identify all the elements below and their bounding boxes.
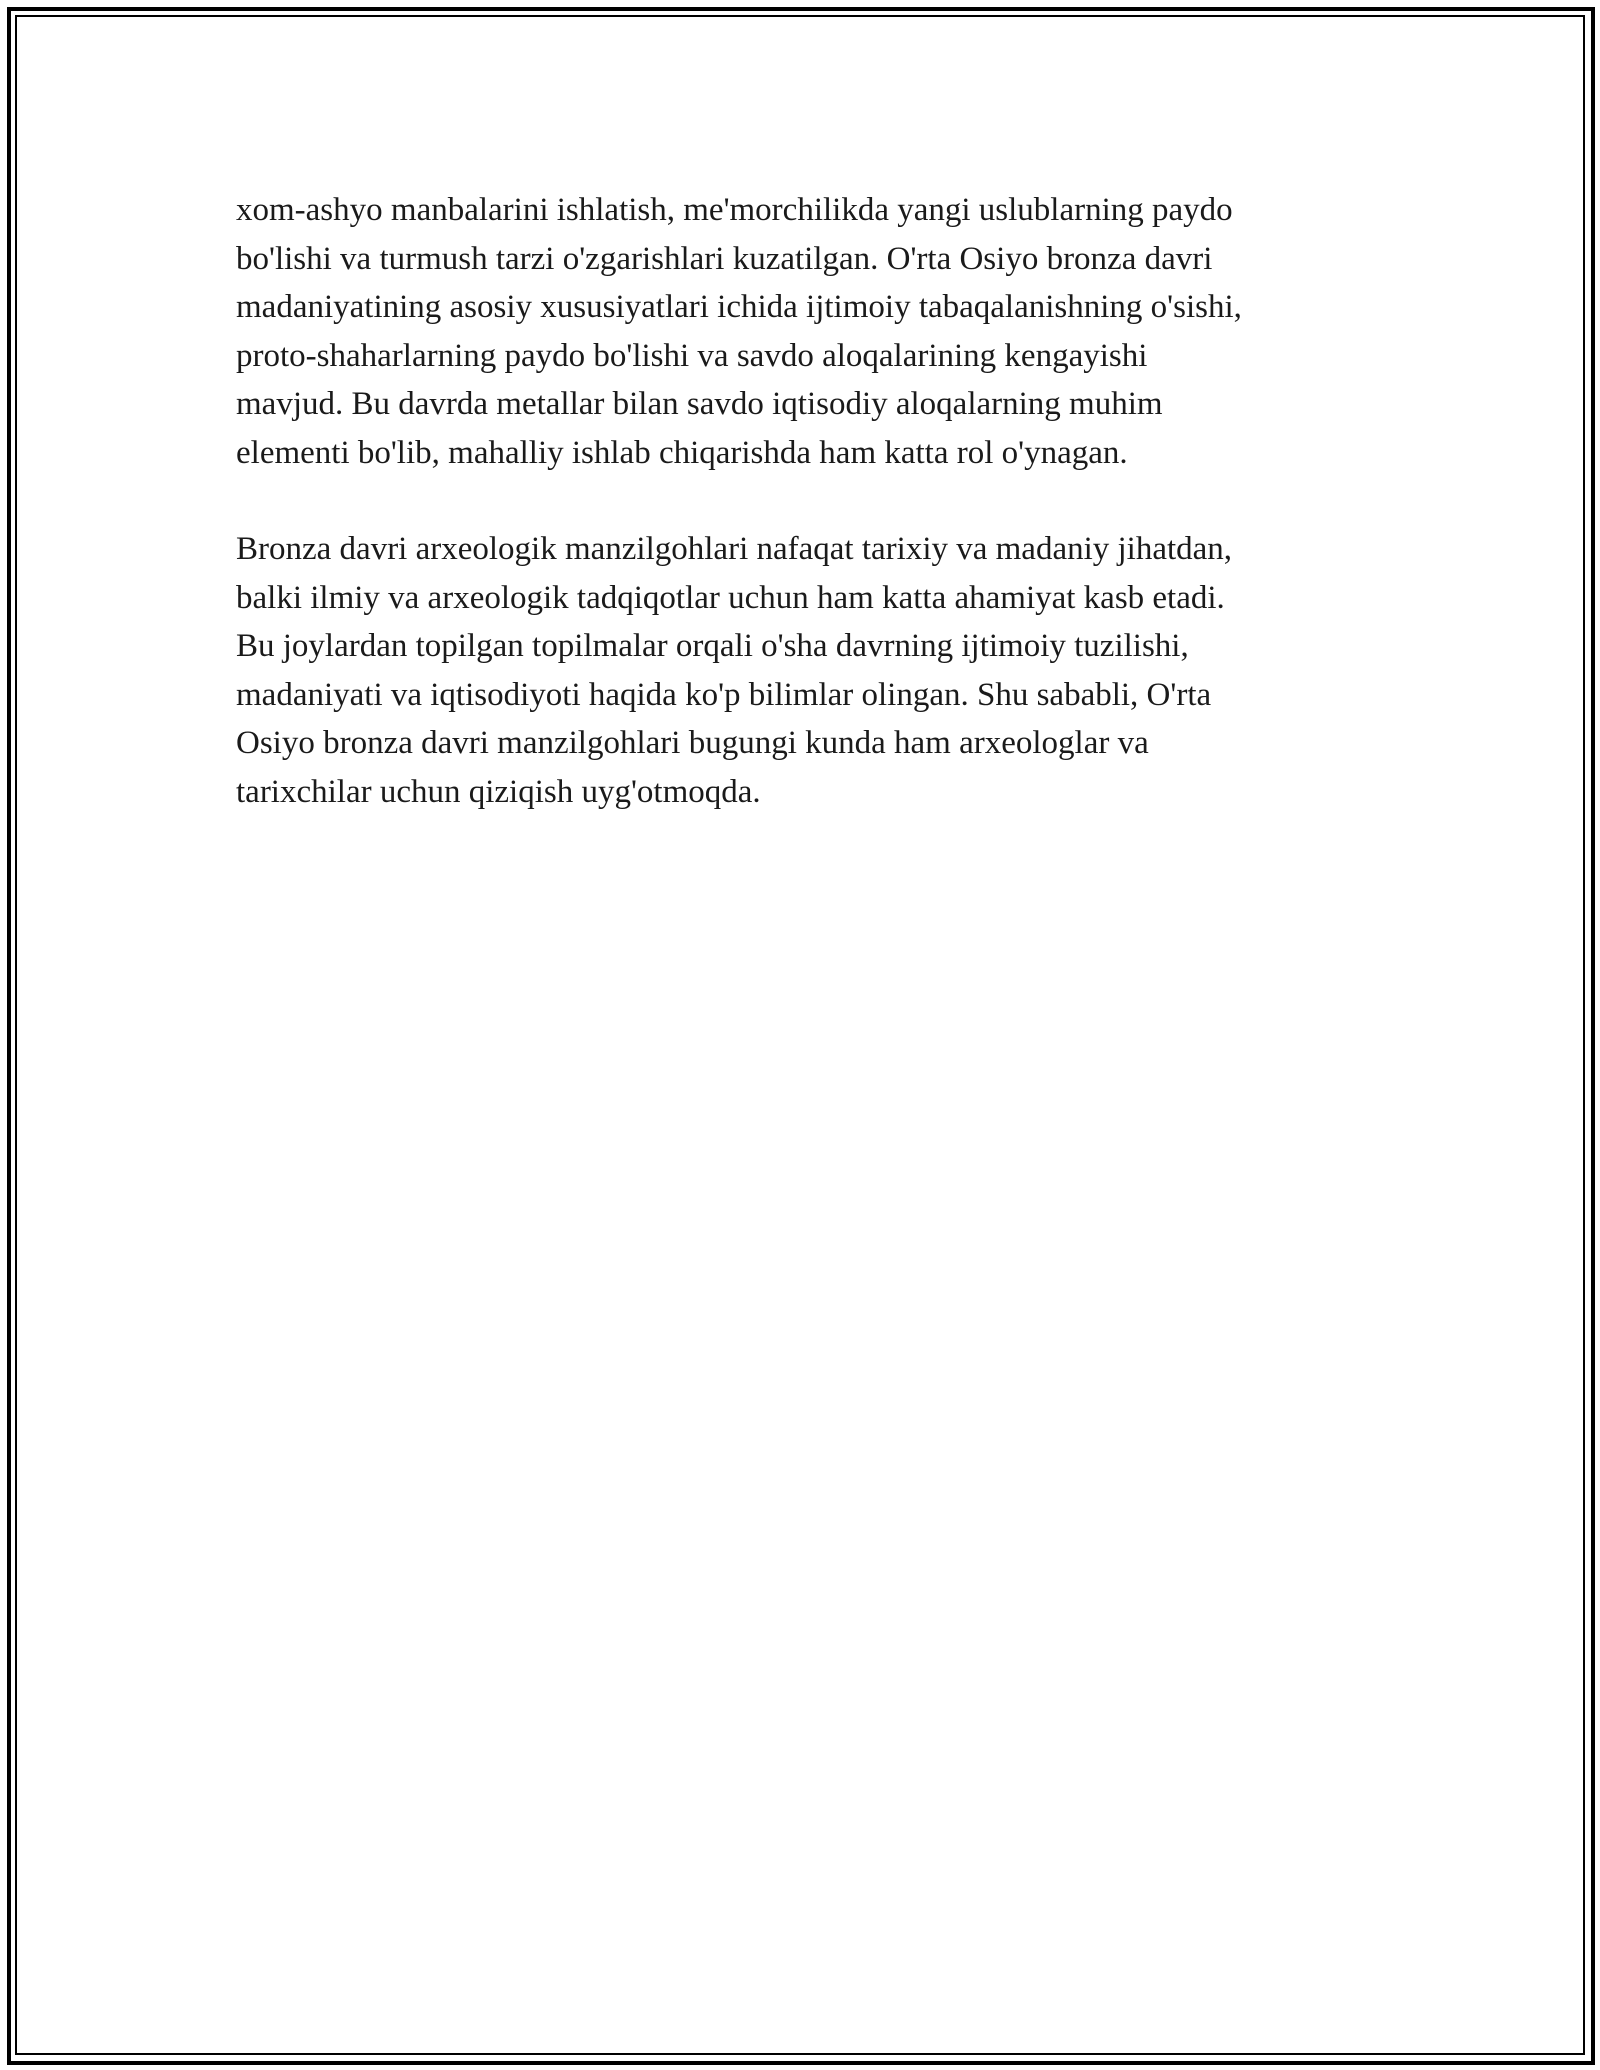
document-body: [236, 186, 1386, 864]
paragraph-2: Bronza davri arxeologik manzilgohlari nafaqat tarixiy va madaniy jihatdan, balki ilmiy va arxeologik tadqiqotlar uchun ham katta ahamiyat kasb etadi. Bu joylardan topilgan topilmalar orqali o'sha davrning ijtimoiy tuzilishi, madaniyati va iqtisodiyoti haqida ko'p bilimlar olingan. Shu sababli, O'rta Osiyo bronza davri manzilgohlari bugungi kunda ham arxeologlar va tarixchilar uchun qiziqish uyg'otmoqda.: [236, 531, 1233, 810]
paragraph-1: xom-ashyo manbalarini ishlatish, me'morchilikda yangi uslublarning paydo bo'lishi va turmush tarzi o'zgarishlari kuzatilgan. O'rta Osiyo bronza davri madaniyatining asosiy xususiyatlari ichida ijtimoiy tabaqalanishning o'sishi, proto-shaharlarning paydo bo'lishi va savdo aloqalarining kengayishi mavjud. Bu davrda metallar bilan savdo iqtisodiy aloqalarning muhim elementi bo'lib, mahalliy ishlab chiqarishda ham katta rol o'ynagan.: [236, 192, 1242, 471]
